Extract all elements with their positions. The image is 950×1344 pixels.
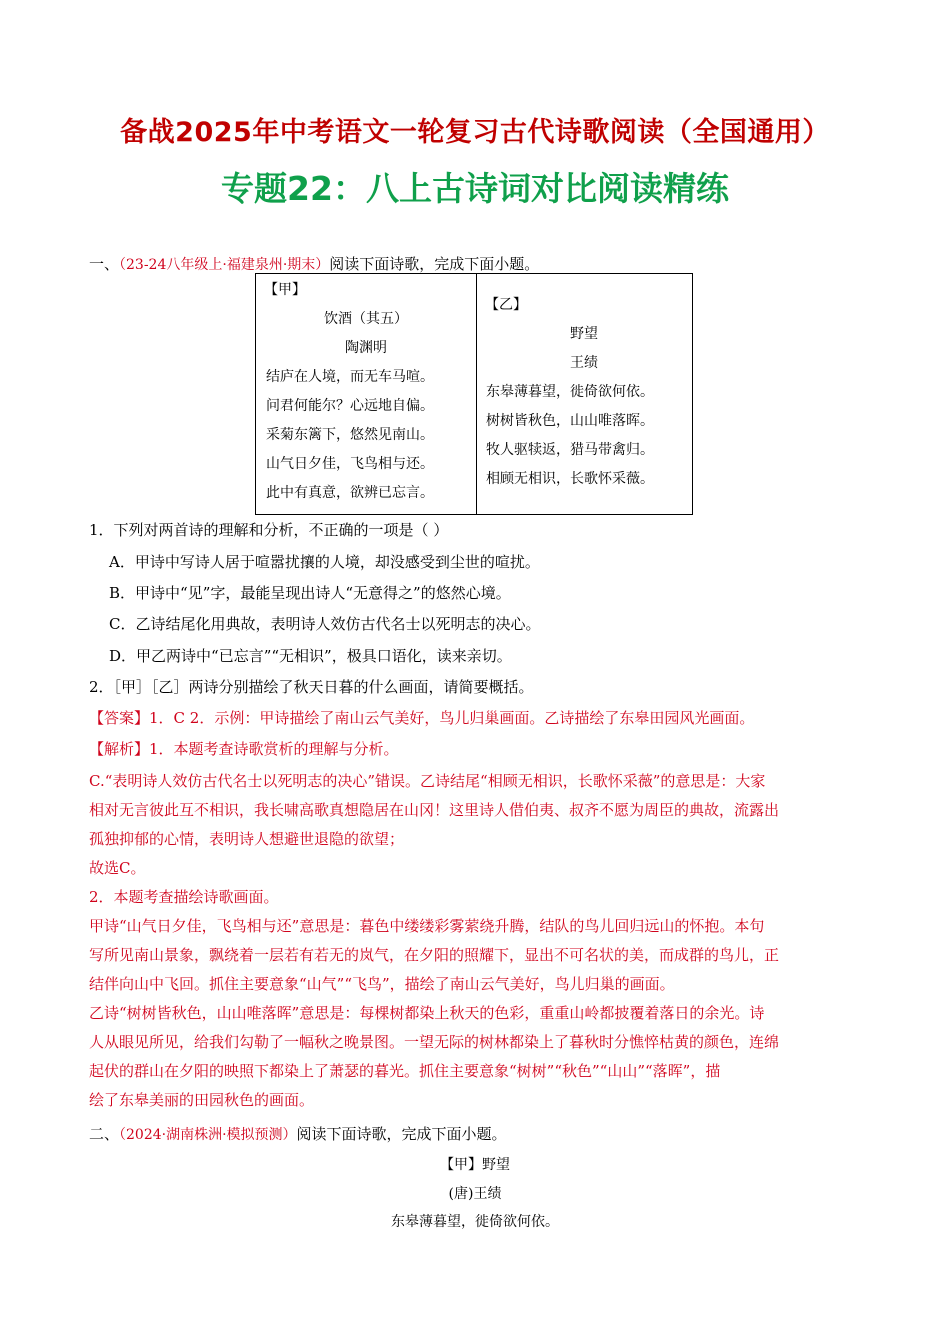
section1-number: 一、 xyxy=(89,255,120,273)
analysis-line: 写所见南山景象，飘绕着一层若有若无的岚气，在夕阳的照耀下，显出不可名状的美，而成群的鸟儿，正 xyxy=(89,946,780,964)
poem-a-tag: 【甲】 xyxy=(264,282,306,298)
option-c: C．乙诗结尾化用典故，表明诗人效仿古代名士以死明志的决心。 xyxy=(109,615,541,633)
section2-number: 二、 xyxy=(89,1125,120,1143)
analysis-line: 绘了东皋美丽的田园秋色的画面。 xyxy=(89,1091,315,1109)
analysis-line: 相对无言彼此互不相识，我长啸高歌真想隐居在山冈！这里诗人借伯夷、叔齐不愿为周臣的典故，流露出 xyxy=(89,801,780,819)
poem-b-line: 东皋薄暮望，徙倚欲何依。 xyxy=(486,384,654,400)
question-2: 2．［甲］［乙］两诗分别描绘了秋天日暮的什么画面，请简要概括。 xyxy=(89,678,534,696)
poem-a-line: 结庐在人境，而无车马喧。 xyxy=(266,369,434,385)
option-a: A．甲诗中写诗人居于喧嚣扰攘的人境，却没感受到尘世的喧扰。 xyxy=(109,553,540,571)
poem-a-line: 问君何能尔？心远地自偏。 xyxy=(266,398,434,414)
analysis-line: 孤独抑郁的心情，表明诗人想避世退隐的欲望； xyxy=(89,830,405,848)
choose-answer: 故选C。 xyxy=(89,859,146,877)
option-b: B．甲诗中“见”字，最能呈现出诗人“无意得之”的悠然心境。 xyxy=(109,584,511,602)
section1-heading xyxy=(89,254,539,275)
analysis-heading: 【解析】1．本题考查诗歌赏析的理解与分析。 xyxy=(89,740,399,758)
document-title: 备战2025年中考语文一轮复习古代诗歌阅读（全国通用） xyxy=(120,117,830,148)
poem-a-line: 山气日夕佳，飞鸟相与还。 xyxy=(266,456,434,472)
topic-title: 专题22：八上古诗词对比阅读精练 xyxy=(221,169,729,208)
poem-a-title: 饮酒（其五） xyxy=(324,311,408,327)
table-divider xyxy=(476,274,477,514)
poem-a-line: 采菊东篱下，悠然见南山。 xyxy=(266,427,434,443)
poem-b-tag: 【乙】 xyxy=(485,297,527,313)
poem-b-title: 野望 xyxy=(570,326,598,342)
analysis-line: 乙诗“树树皆秋色，山山唯落晖”意思是：每棵树都染上秋天的色彩，重重山岭都披覆着落日的余光。诗 xyxy=(89,1004,765,1022)
question-1: 1．下列对两首诗的理解和分析，不正确的一项是（ ） xyxy=(89,521,449,539)
section1-source: （23-24八年级上·福建泉州·期末） xyxy=(119,257,330,273)
poem-b-line: 树树皆秋色，山山唯落晖。 xyxy=(486,413,654,429)
section2-instruction: 阅读下面诗歌，完成下面小题。 xyxy=(296,1125,507,1143)
poem-b-line: 相顾无相识，长歌怀采薇。 xyxy=(486,471,654,487)
poem-b-author: 王绩 xyxy=(570,355,598,371)
analysis-line: 结伴向山中飞回。抓住主要意象“山气”“飞鸟”，描绘了南山云气美好，鸟儿归巢的画面。 xyxy=(89,975,675,993)
analysis2-heading: 2．本题考查描绘诗歌画面。 xyxy=(89,888,279,906)
analysis-line: 起伏的群山在夕阳的映照下都染上了萧瑟的暮光。抓住主要意象“树树”“秋色”“山山”“落晖”，描 xyxy=(89,1062,721,1080)
poem-comparison-table xyxy=(255,273,693,515)
analysis-line: 人从眼见所见，给我们勾勒了一幅秋之晚景图。一望无际的树林都染上了暮秋时分憔悴枯黄的颜色，连绵 xyxy=(89,1033,780,1051)
section1-instruction: 阅读下面诗歌，完成下面小题。 xyxy=(329,255,540,273)
section2-poem-title: 【甲】野望 xyxy=(440,1157,510,1173)
answer-text: 【答案】1．C 2．示例：甲诗描绘了南山云气美好，鸟儿归巢画面。乙诗描绘了东皋田园风光画面。 xyxy=(89,709,755,727)
poem-a-line: 此中有真意，欲辨已忘言。 xyxy=(266,485,434,501)
section2-source: （2024·湖南株洲·模拟预测） xyxy=(119,1127,297,1143)
section2-heading xyxy=(89,1124,507,1145)
analysis-line: 甲诗“山气日夕佳，飞鸟相与还”意思是：暮色中缕缕彩雾萦绕升腾，结队的鸟儿回归远山的怀抱。本句 xyxy=(89,917,765,935)
poem-b-line: 牧人驱犊返，猎马带禽归。 xyxy=(486,442,654,458)
section2-poem-author: (唐)王绩 xyxy=(448,1186,502,1202)
analysis-line: C.“表明诗人效仿古代名士以死明志的决心”错误。乙诗结尾“相顾无相识，长歌怀采薇”的意思是：大家 xyxy=(89,772,766,790)
poem-a-author: 陶渊明 xyxy=(345,340,387,356)
section2-poem-line: 东皋薄暮望，徙倚欲何依。 xyxy=(391,1214,559,1230)
analysis-option-c xyxy=(89,767,869,1115)
option-d: D．甲乙两诗中“已忘言”“无相识”，极具口语化，读来亲切。 xyxy=(109,647,512,665)
